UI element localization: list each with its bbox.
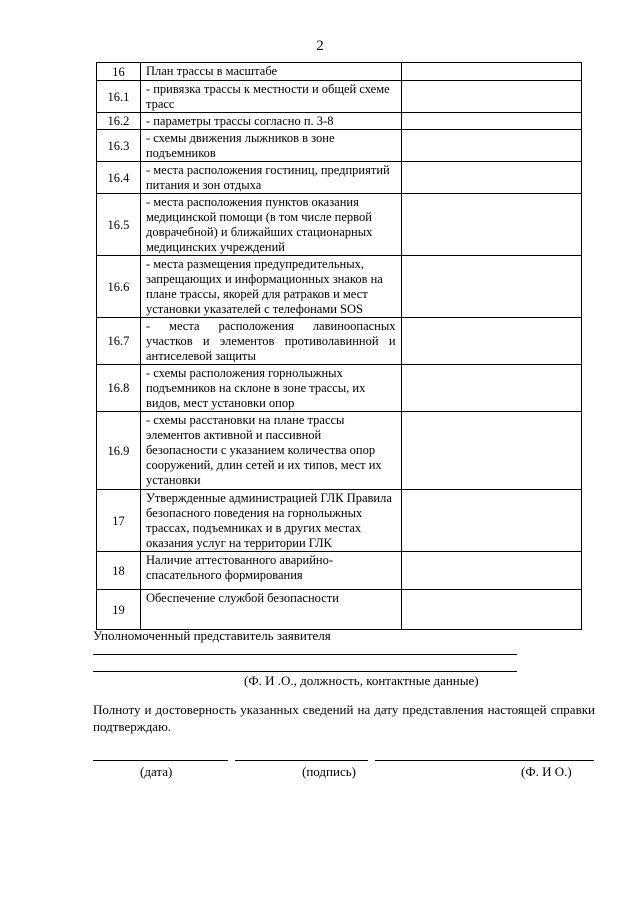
table-row xyxy=(97,162,582,194)
row-description: - привязка трассы к местности и общей схеме трасс xyxy=(140,81,401,113)
row-number: 19 xyxy=(97,590,141,630)
row-number: 16.7 xyxy=(97,318,141,365)
row-number: 16.6 xyxy=(97,256,141,318)
table-row xyxy=(97,130,582,162)
row-value-cell[interactable] xyxy=(401,318,581,365)
requirements-table-body xyxy=(97,63,582,630)
table-row xyxy=(97,490,582,552)
row-number: 16.9 xyxy=(97,412,141,490)
page-number: 2 xyxy=(316,38,324,54)
row-value-cell[interactable] xyxy=(401,365,581,412)
row-description: План трассы в масштабе xyxy=(140,63,401,81)
row-number: 18 xyxy=(97,552,141,590)
row-description: - схемы расстановки на плане трассы элементов активной и пассивной безопасности с указанием количества опор сооружений, длин сетей и их типов, мест их установки xyxy=(140,412,401,490)
row-description: - параметры трассы согласно п. 3-8 xyxy=(140,113,401,130)
row-number: 16.5 xyxy=(97,194,141,256)
row-number: 16.4 xyxy=(97,162,141,194)
row-value-cell[interactable] xyxy=(401,194,581,256)
row-value-cell[interactable] xyxy=(401,63,581,81)
representative-caption: (Ф. И .О., должность, контактные данные) xyxy=(244,673,479,688)
row-value-cell[interactable] xyxy=(401,81,581,113)
row-description: Утвержденные администрацией ГЛК Правила безопасного поведения на горнолыжных трассах, подъемниках и в других местах оказания услуг на территории ГЛК xyxy=(140,490,401,552)
row-description: Наличие аттестованного аварийно-спасательного формирования xyxy=(140,552,401,590)
table-row xyxy=(97,365,582,412)
row-number: 17 xyxy=(97,490,141,552)
date-line xyxy=(93,760,228,761)
table-row xyxy=(97,412,582,490)
signature-line xyxy=(235,760,368,761)
representative-line-1 xyxy=(93,654,517,655)
row-value-cell[interactable] xyxy=(401,412,581,490)
date-caption: (дата) xyxy=(140,764,173,779)
row-description: - места расположения гостиниц, предприятий питания и зон отдыха xyxy=(140,162,401,194)
row-value-cell[interactable] xyxy=(401,256,581,318)
row-value-cell[interactable] xyxy=(401,590,581,630)
row-number: 16.2 xyxy=(97,113,141,130)
table-row xyxy=(97,81,582,113)
row-number: 16 xyxy=(97,63,141,81)
table-row xyxy=(97,194,582,256)
row-number: 16.1 xyxy=(97,81,141,113)
table-row xyxy=(97,113,582,130)
row-value-cell[interactable] xyxy=(401,552,581,590)
row-description: - схемы расположения горнолыжных подъемников на склоне в зоне трассы, их видов, мест установки опор xyxy=(140,365,401,412)
row-description: - места расположения пунктов оказания медицинской помощи (в том числе первой доврачебной) и ближайших стационарных медицинских учреждений xyxy=(140,194,401,256)
signature-caption: (подпись) xyxy=(302,764,356,779)
confirmation-text: Полноту и достоверность указанных сведений на дату представления настоящей справки подтверждаю. xyxy=(93,702,595,734)
table-row xyxy=(97,256,582,318)
name-line xyxy=(375,760,594,761)
name-caption: (Ф. И О.) xyxy=(521,764,572,779)
row-value-cell[interactable] xyxy=(401,113,581,130)
row-value-cell[interactable] xyxy=(401,162,581,194)
table-row xyxy=(97,318,582,365)
row-description: - схемы движения лыжников в зоне подъемников xyxy=(140,130,401,162)
representative-label: Уполномоченный представитель заявителя xyxy=(93,628,331,643)
row-value-cell[interactable] xyxy=(401,490,581,552)
row-value-cell[interactable] xyxy=(401,130,581,162)
table-row xyxy=(97,590,582,630)
representative-line-2 xyxy=(93,671,517,672)
table-row xyxy=(97,552,582,590)
row-description: - места размещения предупредительных, запрещающих и информационных знаков на плане трассы, якорей для ратраков и мест установки указателей с телефонами SOS xyxy=(140,256,401,318)
row-number: 16.3 xyxy=(97,130,141,162)
table-row xyxy=(97,63,582,81)
requirements-table xyxy=(96,62,582,630)
row-description: Обеспечение службой безопасности xyxy=(140,590,401,630)
row-number: 16.8 xyxy=(97,365,141,412)
row-description: - места расположения лавиноопасных участков и элементов противолавинной и антиселевой защиты xyxy=(140,318,401,365)
